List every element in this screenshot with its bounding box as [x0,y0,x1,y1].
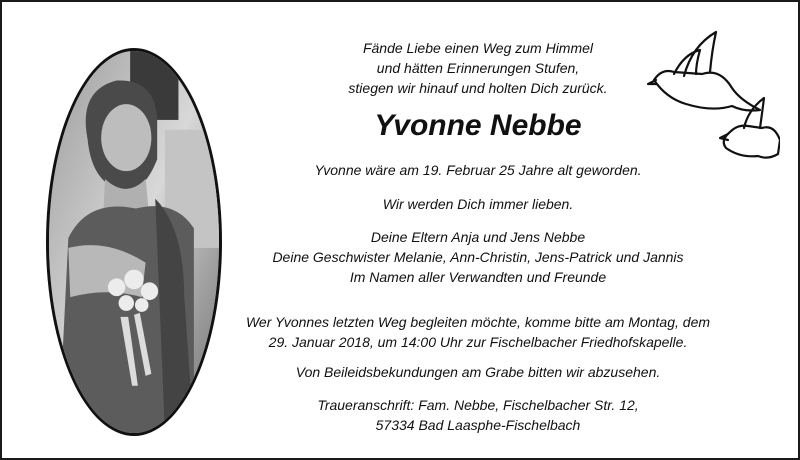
family-siblings: Deine Geschwister Melanie, Ann-Christin, Jens-Patrick und Jannis [272,249,684,265]
love-text: Wir werden Dich immer lieben. [382,196,574,212]
love-line [238,194,718,214]
address-line: Traueranschrift: Fam. Nebbe, Fischelbacher Str. 12, [317,397,639,413]
poem [238,38,718,98]
deceased-name: Yvonne Nebbe [374,109,582,142]
condolence-text: Von Beileidsbekundungen am Grabe bitten wir abzusehen. [295,364,661,380]
condolence-note [238,362,718,382]
funeral-info [238,312,718,352]
family-signature [238,227,718,287]
address-line: 57334 Bad Laasphe-Fischelbach [375,417,581,433]
poem-line: Fände Liebe einen Weg zum Himmel [362,40,594,56]
poem-line: stiegen wir hinauf und holten Dich zurück. [348,80,608,96]
mourning-address [238,395,718,435]
birthday-line [238,160,718,180]
family-relatives: Im Namen aller Verwandten und Freunde [349,269,607,285]
birthday-text: Yvonne wäre am 19. Februar 25 Jahre alt geworden. [314,162,642,178]
funeral-line: Wer Yvonnes letzten Weg begleiten möchte, komme bitte am Montag, dem [245,314,711,330]
portrait-photo [46,48,222,436]
poem-line: und hätten Erinnerungen Stufen, [376,60,580,76]
family-parents: Deine Eltern Anja und Jens Nebbe [370,229,586,245]
funeral-line: 29. Januar 2018, um 14:00 Uhr zur Fischelbacher Friedhofskapelle. [268,334,688,350]
